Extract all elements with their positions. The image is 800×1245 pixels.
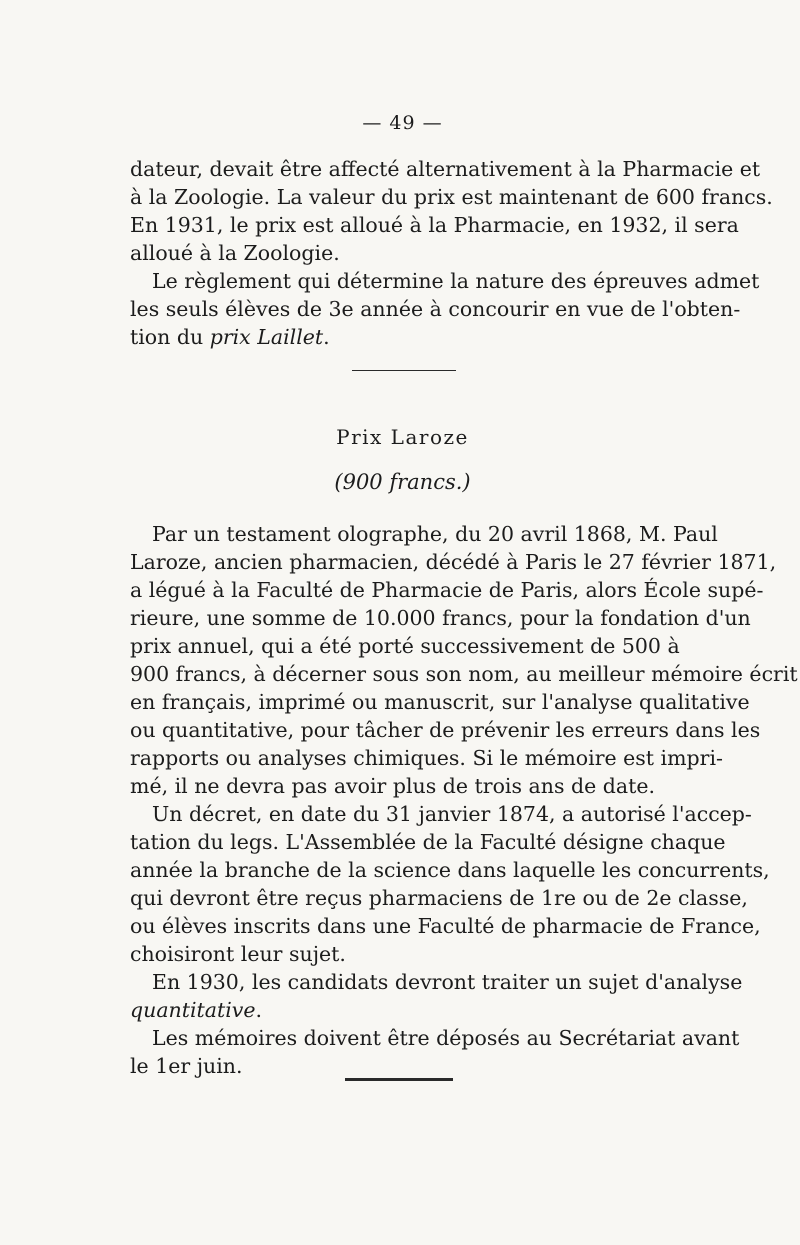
italic-text: quantitative	[130, 998, 256, 1022]
text-span: .	[255, 998, 263, 1022]
text-line: a légué à la Faculté de Pharmacie de Paris, alors École supé-	[130, 578, 764, 602]
text-line: En 1931, le prix est alloué à la Pharmacie, en 1932, il sera	[130, 213, 739, 237]
text-line: le 1er juin.	[130, 1054, 243, 1078]
text-span: tion du	[130, 325, 210, 349]
text-line	[130, 996, 675, 1024]
text-line: tation du legs. L'Assemblée de la Faculté désigne chaque	[130, 830, 726, 854]
text-line: Les mémoires doivent être déposés au Secrétariat avant	[152, 1026, 740, 1050]
paragraph-memoires	[130, 1024, 740, 1080]
text-line: Par un testament olographe, du 20 avril 1868, M. Paul	[152, 522, 718, 546]
text-line: rapports ou analyses chimiques. Si le mémoire est impri-	[130, 746, 723, 770]
end-divider	[345, 1078, 453, 1081]
section-subheading: (900 francs.)	[334, 470, 471, 494]
text-line: ou élèves inscrits dans une Faculté de pharmacie de France,	[130, 914, 761, 938]
text-line: Le règlement qui détermine la nature des épreuves admet	[152, 269, 760, 293]
paragraph-prix-laillet-end	[130, 155, 773, 267]
paragraph-reglement	[130, 267, 760, 351]
text-line: choisiront leur sujet.	[130, 942, 346, 966]
text-line: les seuls élèves de 3e année à concourir en vue de l'obten-	[130, 297, 741, 321]
paragraph-1930	[130, 968, 743, 1024]
text-line: prix annuel, qui a été porté successivement de 500 à	[130, 634, 680, 658]
section-heading: Prix Laroze	[336, 425, 469, 449]
page-number: — 49 —	[362, 112, 443, 134]
text-line: à la Zoologie. La valeur du prix est maintenant de 600 francs.	[130, 185, 773, 209]
text-line: mé, il ne devra pas avoir plus de trois ans de date.	[130, 774, 655, 798]
text-line: alloué à la Zoologie.	[130, 241, 340, 265]
text-span: .	[323, 325, 330, 349]
text-line: rieure, une somme de 10.000 francs, pour la fondation d'un	[130, 606, 751, 630]
paragraph-testament	[130, 520, 798, 800]
text-line: dateur, devait être affecté alternativement à la Pharmacie et	[130, 157, 761, 181]
text-line: en français, imprimé ou manuscrit, sur l'analyse qualitative	[130, 690, 750, 714]
text-line: En 1930, les candidats devront traiter un sujet d'analyse	[152, 970, 743, 994]
paragraph-decret	[130, 800, 770, 968]
text-line: Un décret, en date du 31 janvier 1874, a autorisé l'accep-	[152, 802, 752, 826]
text-line: Laroze, ancien pharmacien, décédé à Paris le 27 février 1871,	[130, 550, 777, 574]
text-line	[130, 323, 675, 351]
text-line: 900 francs, à décerner sous son nom, au meilleur mémoire écrit	[130, 662, 798, 686]
text-line: ou quantitative, pour tâcher de prévenir les erreurs dans les	[130, 718, 761, 742]
italic-text: prix Laillet	[209, 325, 324, 349]
section-divider	[352, 370, 456, 371]
text-line: qui devront être reçus pharmaciens de 1re ou de 2e classe,	[130, 886, 748, 910]
text-line: année la branche de la science dans laquelle les concurrents,	[130, 858, 770, 882]
